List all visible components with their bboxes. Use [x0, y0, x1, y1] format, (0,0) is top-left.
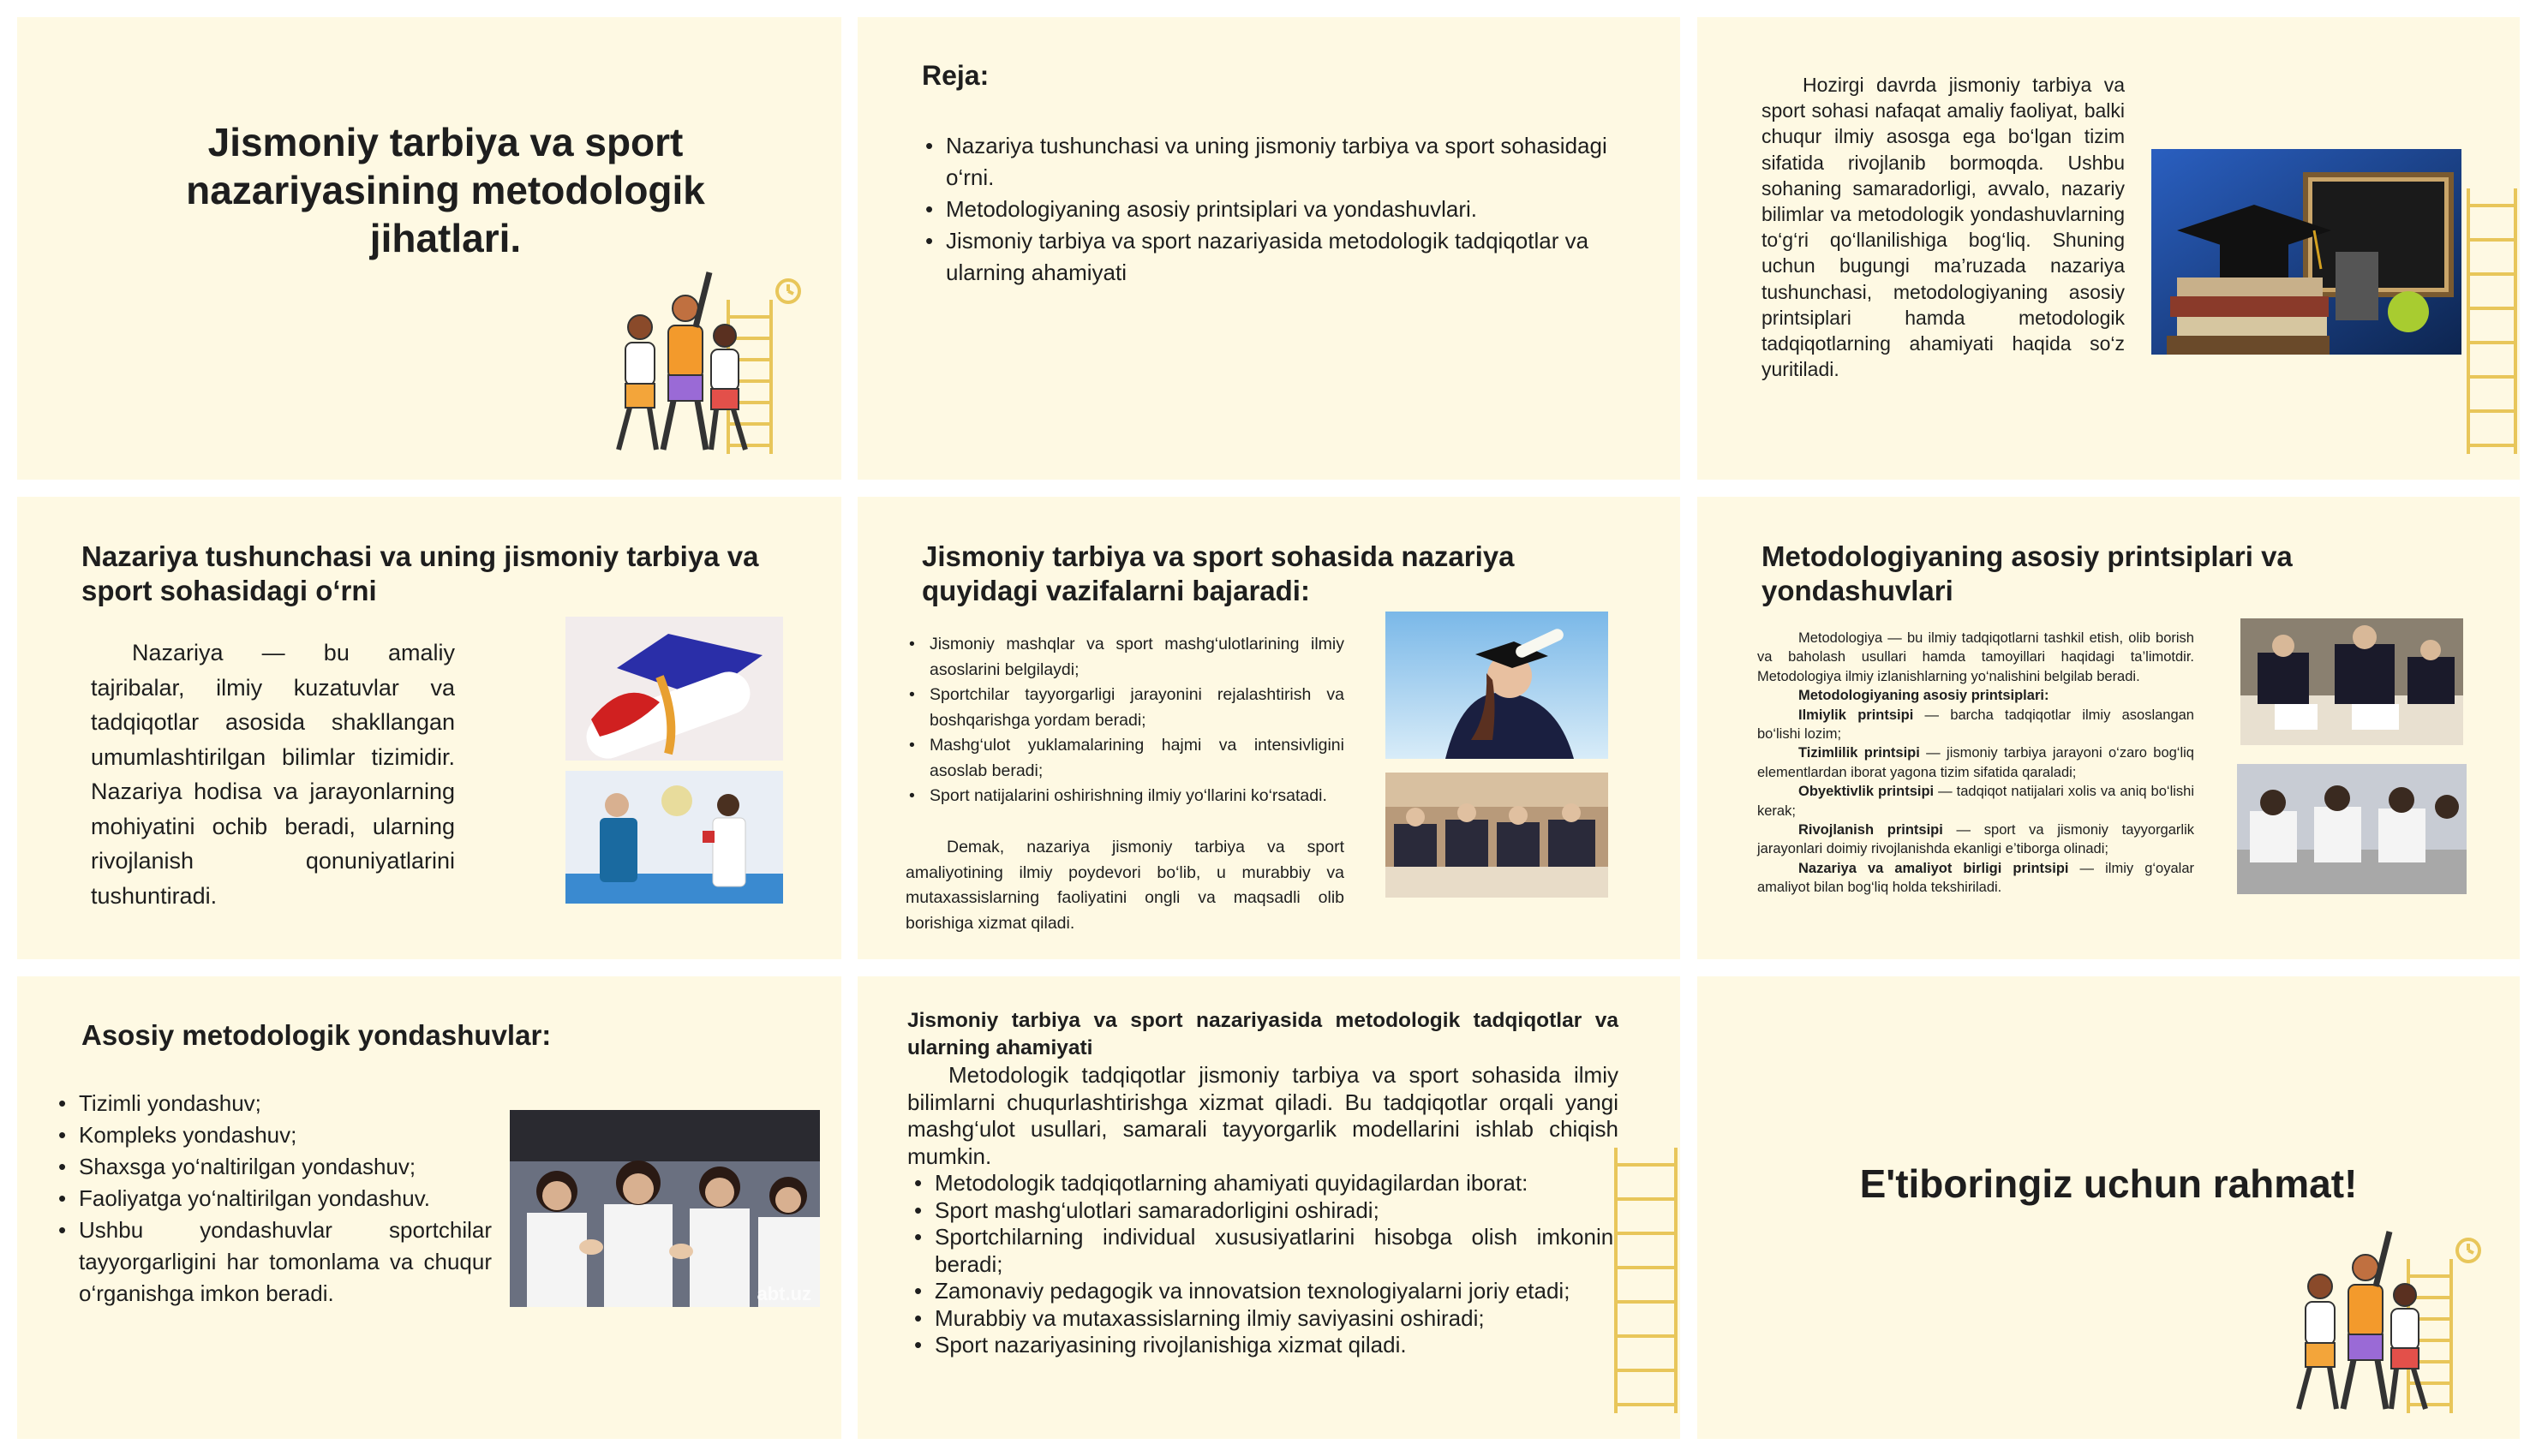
- diploma-cap-image: [565, 617, 783, 761]
- slide2-title: Reja:: [922, 60, 990, 91]
- principle-item: Ilmiylik printsipi — barcha tadqiqotlar ilmiy asoslangan bo‘lishi lozim;: [1757, 707, 2194, 743]
- slide-theory: [17, 497, 841, 959]
- students-writing-image: [2240, 618, 2463, 745]
- tasks-conclusion: Demak, nazariya jismoniy tarbiya va sport amaliyotining ilmiy poydevori bo‘lib, u murabbiy va mutaxassislarning faoliyatini ongli va maqsadli olib borishiga xizmat qiladi.: [906, 838, 1344, 933]
- slide-theory-tasks: [858, 497, 1680, 959]
- list-item: • Shaxsga yo‘naltirilgan yondashuv;: [55, 1151, 492, 1183]
- slide-title: [17, 17, 841, 480]
- list-item: • Murabbiy va mutaxassislarning ilmiy saviyasini oshiradi;: [911, 1305, 1618, 1333]
- thanks-title: E'tiboringiz uchun rahmat!: [1859, 1161, 2358, 1206]
- plan-list: [922, 130, 1607, 289]
- list-item: • Metodologiyaning asosiy printsiplari va yondashuvlari.: [922, 194, 1607, 225]
- list-item: • Mashg‘ulot yuklamalarining hajmi va intensivligini asoslab beradi;: [906, 733, 1344, 784]
- list-item: • Jismoniy tarbiya va sport nazariyasida metodologik tadqiqotlar va ularning ahamiyati: [922, 225, 1607, 289]
- slide7-title: Asosiy metodologik yondashuvlar:: [81, 1019, 552, 1051]
- slide-approaches: [17, 976, 841, 1439]
- slide-thanks: [1697, 976, 2520, 1439]
- list-item: • Tizimli yondashuv;: [55, 1088, 492, 1119]
- list-item: • Sport mashg‘ulotlari samaradorligini oshiradi;: [911, 1197, 1618, 1225]
- slide-plan: [858, 17, 1680, 480]
- list-item: • Nazariya tushunchasi va uning jismoniy tarbiya va sport sohasidagi o‘rni.: [922, 130, 1607, 194]
- slide-research: [858, 976, 1680, 1439]
- slide6-title: Metodologiyaning asosiy printsiplari va yondashuvlari: [1761, 540, 2293, 606]
- ladder-decoration: [1612, 1148, 1680, 1413]
- methodology-text: [1757, 629, 2194, 898]
- slide5-title: Jismoniy tarbiya va sport sohasida nazariya quyidagi vazifalarni bajaradi:: [922, 540, 1515, 606]
- principle-item: Tizimlilik printsipi — jismoniy tarbiya jarayoni o‘zaro bog‘liq elementlardan iborat yagona tizim sifatida qaraladi;: [1757, 745, 2194, 780]
- list-item: • Jismoniy mashqlar va sport mashg‘ulotlarining ilmiy asoslarini belgilaydi;: [906, 632, 1344, 683]
- coach-athlete-image: [565, 771, 783, 904]
- intro-paragraph: Hozirgi davrda jismoniy tarbiya va sport sohasi nafaqat amaliy faoliyat, balki chuqur ilmiy asosga ega bo‘lgan tizim sifatida rivojlanib bormoqda. Ushbu sohaning samaradorligi, avvalo, nazariy bilimlar va metodologik yondashuvlarning to‘g‘ri qo‘llanilishiga bog‘liq. Shuning uchun bugungi ma’ruzada nazariya tushunchasi, metodologiyaning asosiy printsiplari hamda metodologik tadqiqotlarning ahamiyati haqida so‘z yuritiladi.: [1761, 74, 2125, 381]
- slide-intro: [1697, 17, 2520, 480]
- list-item: • Sport natijalarini oshirishning ilmiy yo‘llarini ko‘rsatadi.: [906, 784, 1344, 809]
- list-item: • Zamonaviy pedagogik va innovatsion texnologiyalarni joriy etadi;: [911, 1278, 1618, 1305]
- slide4-title: Nazariya tushunchasi va uning jismoniy tarbiya va sport sohasidagi o‘rni: [81, 540, 759, 606]
- list-item: • Sport nazariyasining rivojlanishiga xizmat qiladi.: [911, 1332, 1618, 1359]
- list-item: • Metodologik tadqiqotlarning ahamiyati quyidagilardan iborat:: [911, 1170, 1618, 1197]
- methodology-intro: Metodologiya — bu ilmiy tadqiqotlarni tashkil etish, olib borish va baholash usullari hamda tamoyillari haqidagi ta’limotdir. Metodologiya ilmiy izlanishlarning yo‘nalishini belgilab beradi.: [1757, 630, 2194, 684]
- theory-paragraph: Nazariya — bu amaliy tajribalar, ilmiy kuzatuvlar va tadqiqotlar asosida shakllangan umumlashtirilgan bilimlar tizimidir. Nazariya hodisa va jarayonlarning mohiyatini ochib beradi, ularning rivojlanish qonuniyatlarini tushuntiradi.: [91, 640, 455, 909]
- list-item: • Ushbu yondashuvlar sportchilar tayyorgarligini har tomonlama va chuqur o‘rganishga imkon beradi.: [55, 1214, 492, 1310]
- list-item: • Sportchilar tayyorgarligi jarayonini rejalashtirish va boshqarishga yordam beradi;: [906, 683, 1344, 733]
- principle-item: Nazariya va amaliyot birligi printsipi — ilmiy g‘oyalar amaliyot bilan bog‘liq holda tekshiriladi.: [1757, 860, 2194, 896]
- image-watermark: abt.uz: [757, 1283, 811, 1304]
- graduate-woman-image: [1385, 612, 1608, 759]
- list-item: • Kompleks yondashuv;: [55, 1119, 492, 1151]
- principle-item: Obyektivlik printsipi — tadqiqot natijalari xolis va aniq bo‘lishi kerak;: [1757, 784, 2194, 819]
- sport-figures-illustration: [600, 266, 822, 458]
- research-intro: Metodologik tadqiqotlar jismoniy tarbiya va sport sohasida ilmiy bilimlarni chuqurlashtirishga xizmat qiladi. Bu tadqiqotlar orqali yangi mashg‘ulot usullari, samarali tayyorgarlik modellarini ishlab chiqish mumkin.: [907, 1062, 1618, 1169]
- students-classroom-image: [1385, 773, 1608, 898]
- audience-clapping-image: [510, 1110, 820, 1307]
- ladder-decoration: [2451, 188, 2520, 454]
- sport-figures-illustration: [2280, 1225, 2503, 1417]
- list-item: • Sportchilarning individual xususiyatlarini hisobga olish imkonini beradi;: [911, 1224, 1618, 1278]
- approaches-list: [55, 1088, 492, 1310]
- students-exam-image: [2237, 764, 2467, 894]
- research-list: [911, 1170, 1618, 1359]
- tasks-list: [906, 632, 1344, 809]
- slide-methodology: [1697, 497, 2520, 959]
- methodology-subheading: Metodologiyaning asosiy printsiplari:: [1798, 688, 2049, 704]
- list-item: • Faoliyatga yo‘naltirilgan yondashuv.: [55, 1183, 492, 1214]
- graduation-books-image: [2151, 149, 2461, 355]
- slide1-title: Jismoniy tarbiya va sport nazariyasining metodologik jihatlari.: [186, 120, 705, 260]
- slide8-title: Jismoniy tarbiya va sport nazariyasida metodologik tadqiqotlar va ularning ahamiyati: [907, 1009, 1618, 1059]
- principle-item: Rivojlanish printsipi — sport va jismoniy tayyorgarlik jarayonlari doimiy rivojlanishda ekanligi e’tiborga olinadi;: [1757, 822, 2194, 857]
